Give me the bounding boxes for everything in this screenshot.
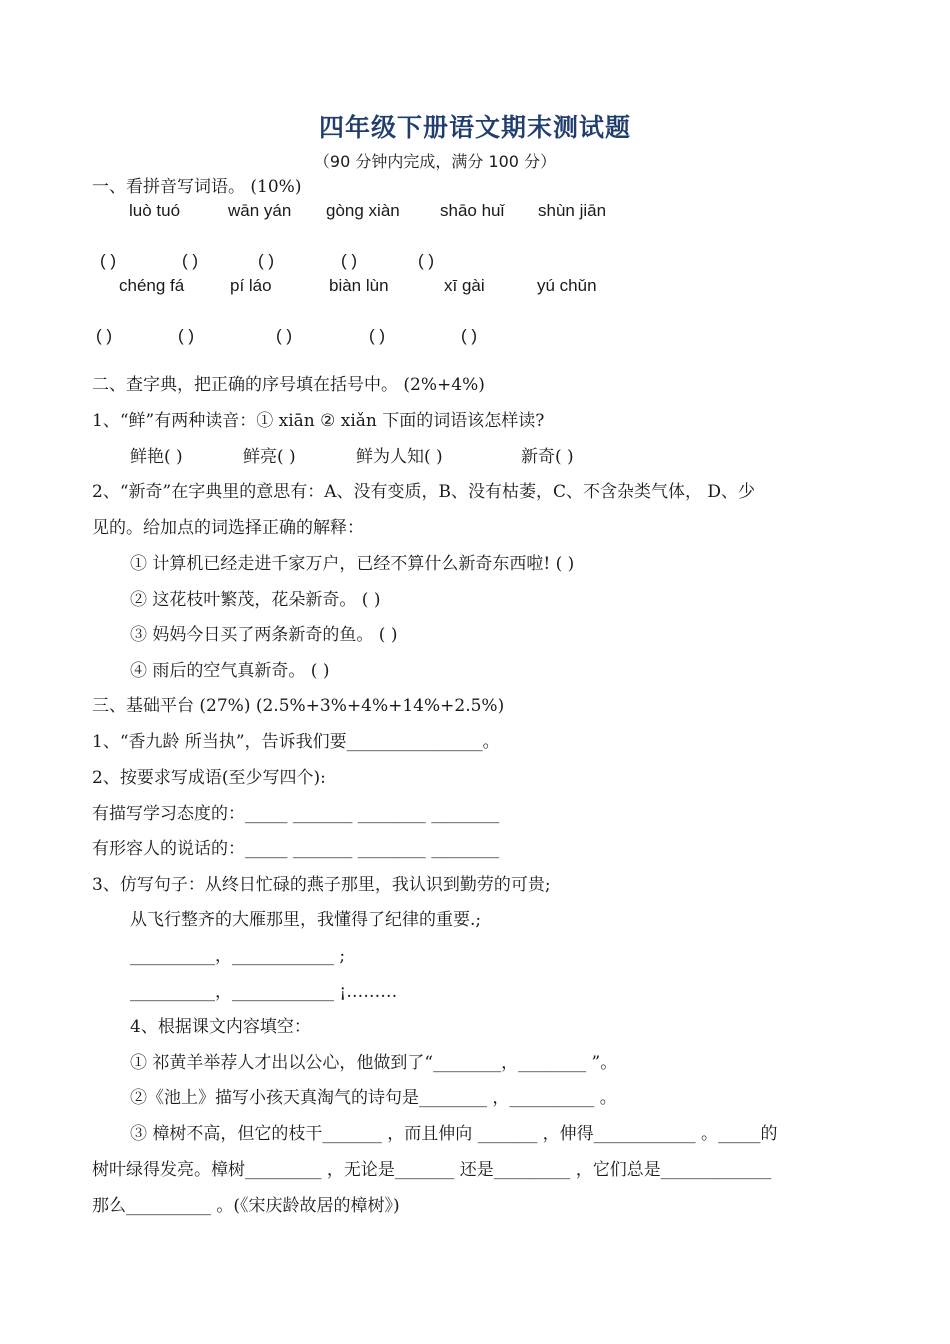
section-1-heading: 一、看拼音写词语。 (10%) <box>92 177 302 197</box>
fill-item-3-line1: ③ 樟树不高，但它的枝干_______ ，而且伸向 _______ ，伸得____________ 。_____的 <box>130 1124 778 1144</box>
section-2-heading: 二、查字典，把正确的序号填在括号中。 (2%+4%) <box>92 375 485 395</box>
pinyin-9: xī ɡài <box>444 276 485 295</box>
meaning-item-3: ③ 妈妈今日买了两条新奇的鱼。 ( ) <box>130 625 398 645</box>
reading-item-2: 鲜亮( ) <box>243 447 296 467</box>
page-title: 四年级下册语文期末测试题 <box>318 113 631 142</box>
pinyin-4: shāo huǐ <box>440 201 505 220</box>
sentence-example: 从飞行整齐的大雁那里，我懂得了纪律的重要.; <box>130 910 482 930</box>
meaning-item-4: ④ 雨后的空气真新奇。 ( ) <box>130 661 330 681</box>
answer-blank-1[interactable]: ( ) <box>100 251 117 270</box>
question-2-2-line2: 见的。给加点的词选择正确的解释： <box>92 518 364 538</box>
meaning-item-1: ① 计算机已经走进千家万户，已经不算什么新奇东西啦! ( ) <box>130 554 575 574</box>
idiom-study-attitude: 有描写学习态度的：_____ _______ ________ ________ <box>92 804 500 824</box>
meaning-item-2: ② 这花枝叶繁茂，花朵新奇。 ( ) <box>130 590 381 610</box>
pinyin-6: chénɡ fá <box>119 276 185 295</box>
question-3-3: 3、仿写句子：从终日忙碌的燕子那里，我认识到勤劳的可贵; <box>92 875 551 895</box>
answer-blank-6[interactable]: ( ) <box>96 326 113 345</box>
pinyin-5: shùn jiān <box>538 201 607 220</box>
question-2-2-line1: 2、“新奇”在字典里的意思有：A、没有变质，B、没有枯萎，C、不含杂类气体， D、少 <box>92 482 756 502</box>
question-3-1: 1、“香九龄 所当执”，告诉我们要________________。 <box>92 732 500 752</box>
answer-blank-8[interactable]: ( ) <box>276 326 293 345</box>
question-3-4: 4、根据课文内容填空： <box>130 1017 311 1037</box>
answer-blank-9[interactable]: ( ) <box>369 326 386 345</box>
answer-blank-4[interactable]: ( ) <box>341 251 358 270</box>
question-2-1: 1、“鲜”有两种读音：① xiān ② xiǎn 下面的词语该怎样读? <box>92 411 545 431</box>
fill-item-3-line2: 树叶绿得发亮。樟树_________ ，无论是_______ 还是_________ ，它们总是_____________ <box>92 1160 772 1180</box>
idiom-speaking: 有形容人的说话的：_____ _______ ________ ________ <box>92 839 500 859</box>
pinyin-10: yú chǔn <box>537 276 597 295</box>
pinyin-2: wān yán <box>228 201 292 220</box>
pinyin-1: luò tuó <box>129 201 181 220</box>
answer-blank-5[interactable]: ( ) <box>418 251 435 270</box>
pinyin-3: ɡònɡ xiàn <box>326 201 400 220</box>
page-subtitle: （90 分钟内完成，满分 100 分） <box>313 152 557 171</box>
fill-item-3-line3: 那么__________ 。(《宋庆龄故居的樟树》) <box>92 1196 400 1216</box>
sentence-blank-1: __________，____________ ; <box>130 946 346 966</box>
sentence-blank-2: __________，____________ ¡……… <box>130 982 398 1002</box>
question-3-2: 2、按要求写成语(至少写四个): <box>92 768 326 788</box>
fill-item-2: ②《池上》描写小孩天真淘气的诗句是________ ，__________ 。 <box>130 1088 617 1108</box>
section-3-heading: 三、基础平台 (27%) (2.5%+3%+4%+14%+2.5%) <box>92 696 505 716</box>
reading-item-1: 鲜艳( ) <box>130 447 183 467</box>
fill-item-1: ① 祁黄羊举荐人才出以公心，他做到了“________，________ ”。 <box>130 1053 618 1073</box>
answer-blank-7[interactable]: ( ) <box>178 326 195 345</box>
answer-blank-2[interactable]: ( ) <box>182 251 199 270</box>
reading-item-3: 鲜为人知( ) <box>356 447 443 467</box>
pinyin-7: pí láo <box>230 276 272 295</box>
answer-blank-10[interactable]: ( ) <box>461 326 478 345</box>
answer-blank-3[interactable]: ( ) <box>258 251 275 270</box>
reading-item-4: 新奇( ) <box>521 447 574 467</box>
pinyin-8: biàn lùn <box>329 276 389 295</box>
